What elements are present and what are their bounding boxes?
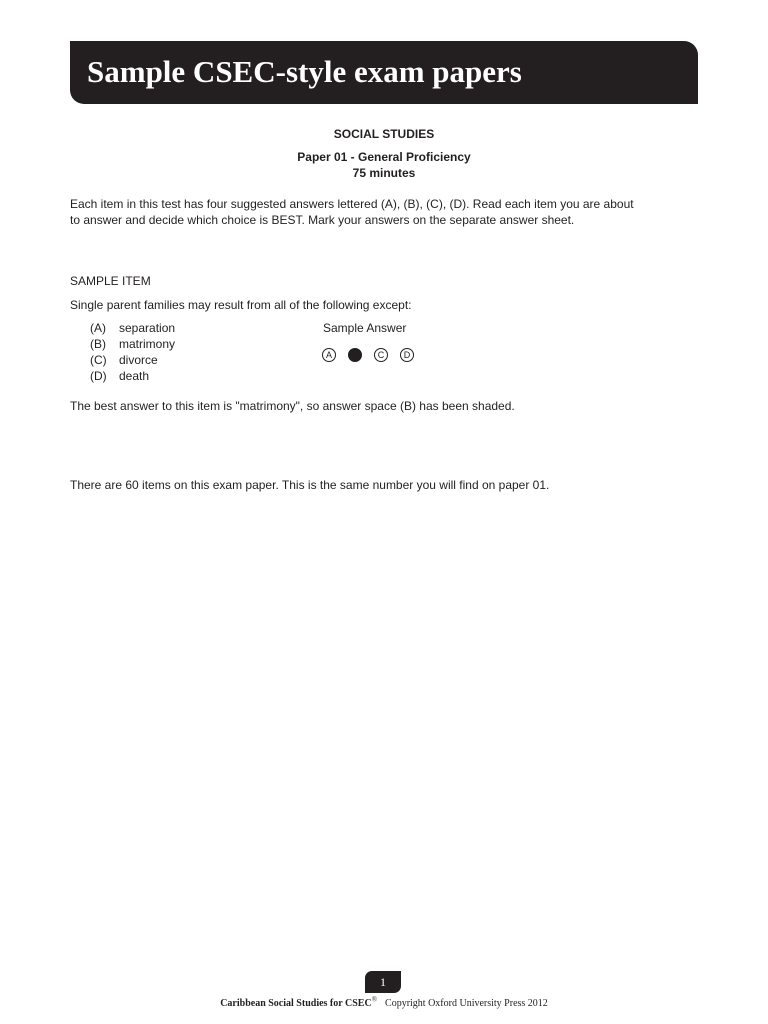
option-c — [90, 352, 175, 368]
footer-copyright: Copyright Oxford University Press 2012 — [385, 998, 548, 1009]
option-text: matrimony — [119, 337, 176, 351]
bubble-c: C — [374, 348, 388, 362]
duration-heading: 75 minutes — [352, 166, 416, 180]
registered-mark: ® — [371, 995, 378, 1004]
paper-heading: Paper 01 - General Proficiency — [297, 150, 471, 164]
option-a — [90, 320, 175, 336]
bubble-b-filled — [348, 348, 362, 362]
option-letter: (C) — [90, 353, 107, 367]
page-number: 1 — [365, 971, 401, 993]
option-b — [90, 336, 175, 352]
option-text: divorce — [119, 353, 158, 367]
instructions-line-2: to answer and decide which choice is BEST. Mark your answers on the separate answer sheet. — [70, 213, 575, 227]
answer-options-list — [90, 320, 175, 384]
sample-answer-label: Sample Answer — [323, 321, 407, 335]
option-text: separation — [119, 321, 176, 335]
option-letter: (D) — [90, 369, 107, 383]
option-text: death — [119, 369, 150, 383]
footer-book-title: Caribbean Social Studies for CSEC — [220, 998, 372, 1009]
items-count-note: There are 60 items on this exam paper. This is the same number you will find on paper 01. — [70, 478, 550, 492]
option-d — [90, 368, 175, 384]
footer — [0, 997, 768, 1011]
page-title: Sample CSEC-style exam papers — [87, 54, 522, 89]
option-letter: (B) — [90, 337, 106, 351]
sample-item-heading: SAMPLE ITEM — [70, 274, 151, 288]
subject-heading: SOCIAL STUDIES — [333, 127, 435, 141]
instructions-line-1: Each item in this test has four suggested answers lettered (A), (B), (C), (D). Read each item you are about — [70, 197, 634, 211]
bubble-a: A — [322, 348, 336, 362]
answer-bubbles — [322, 348, 414, 362]
title-banner — [70, 41, 698, 104]
bubble-d: D — [400, 348, 414, 362]
answer-explanation: The best answer to this item is "matrimony", so answer space (B) has been shaded. — [70, 399, 515, 413]
option-letter: (A) — [90, 321, 106, 335]
sample-question: Single parent families may result from all of the following except: — [70, 298, 412, 312]
